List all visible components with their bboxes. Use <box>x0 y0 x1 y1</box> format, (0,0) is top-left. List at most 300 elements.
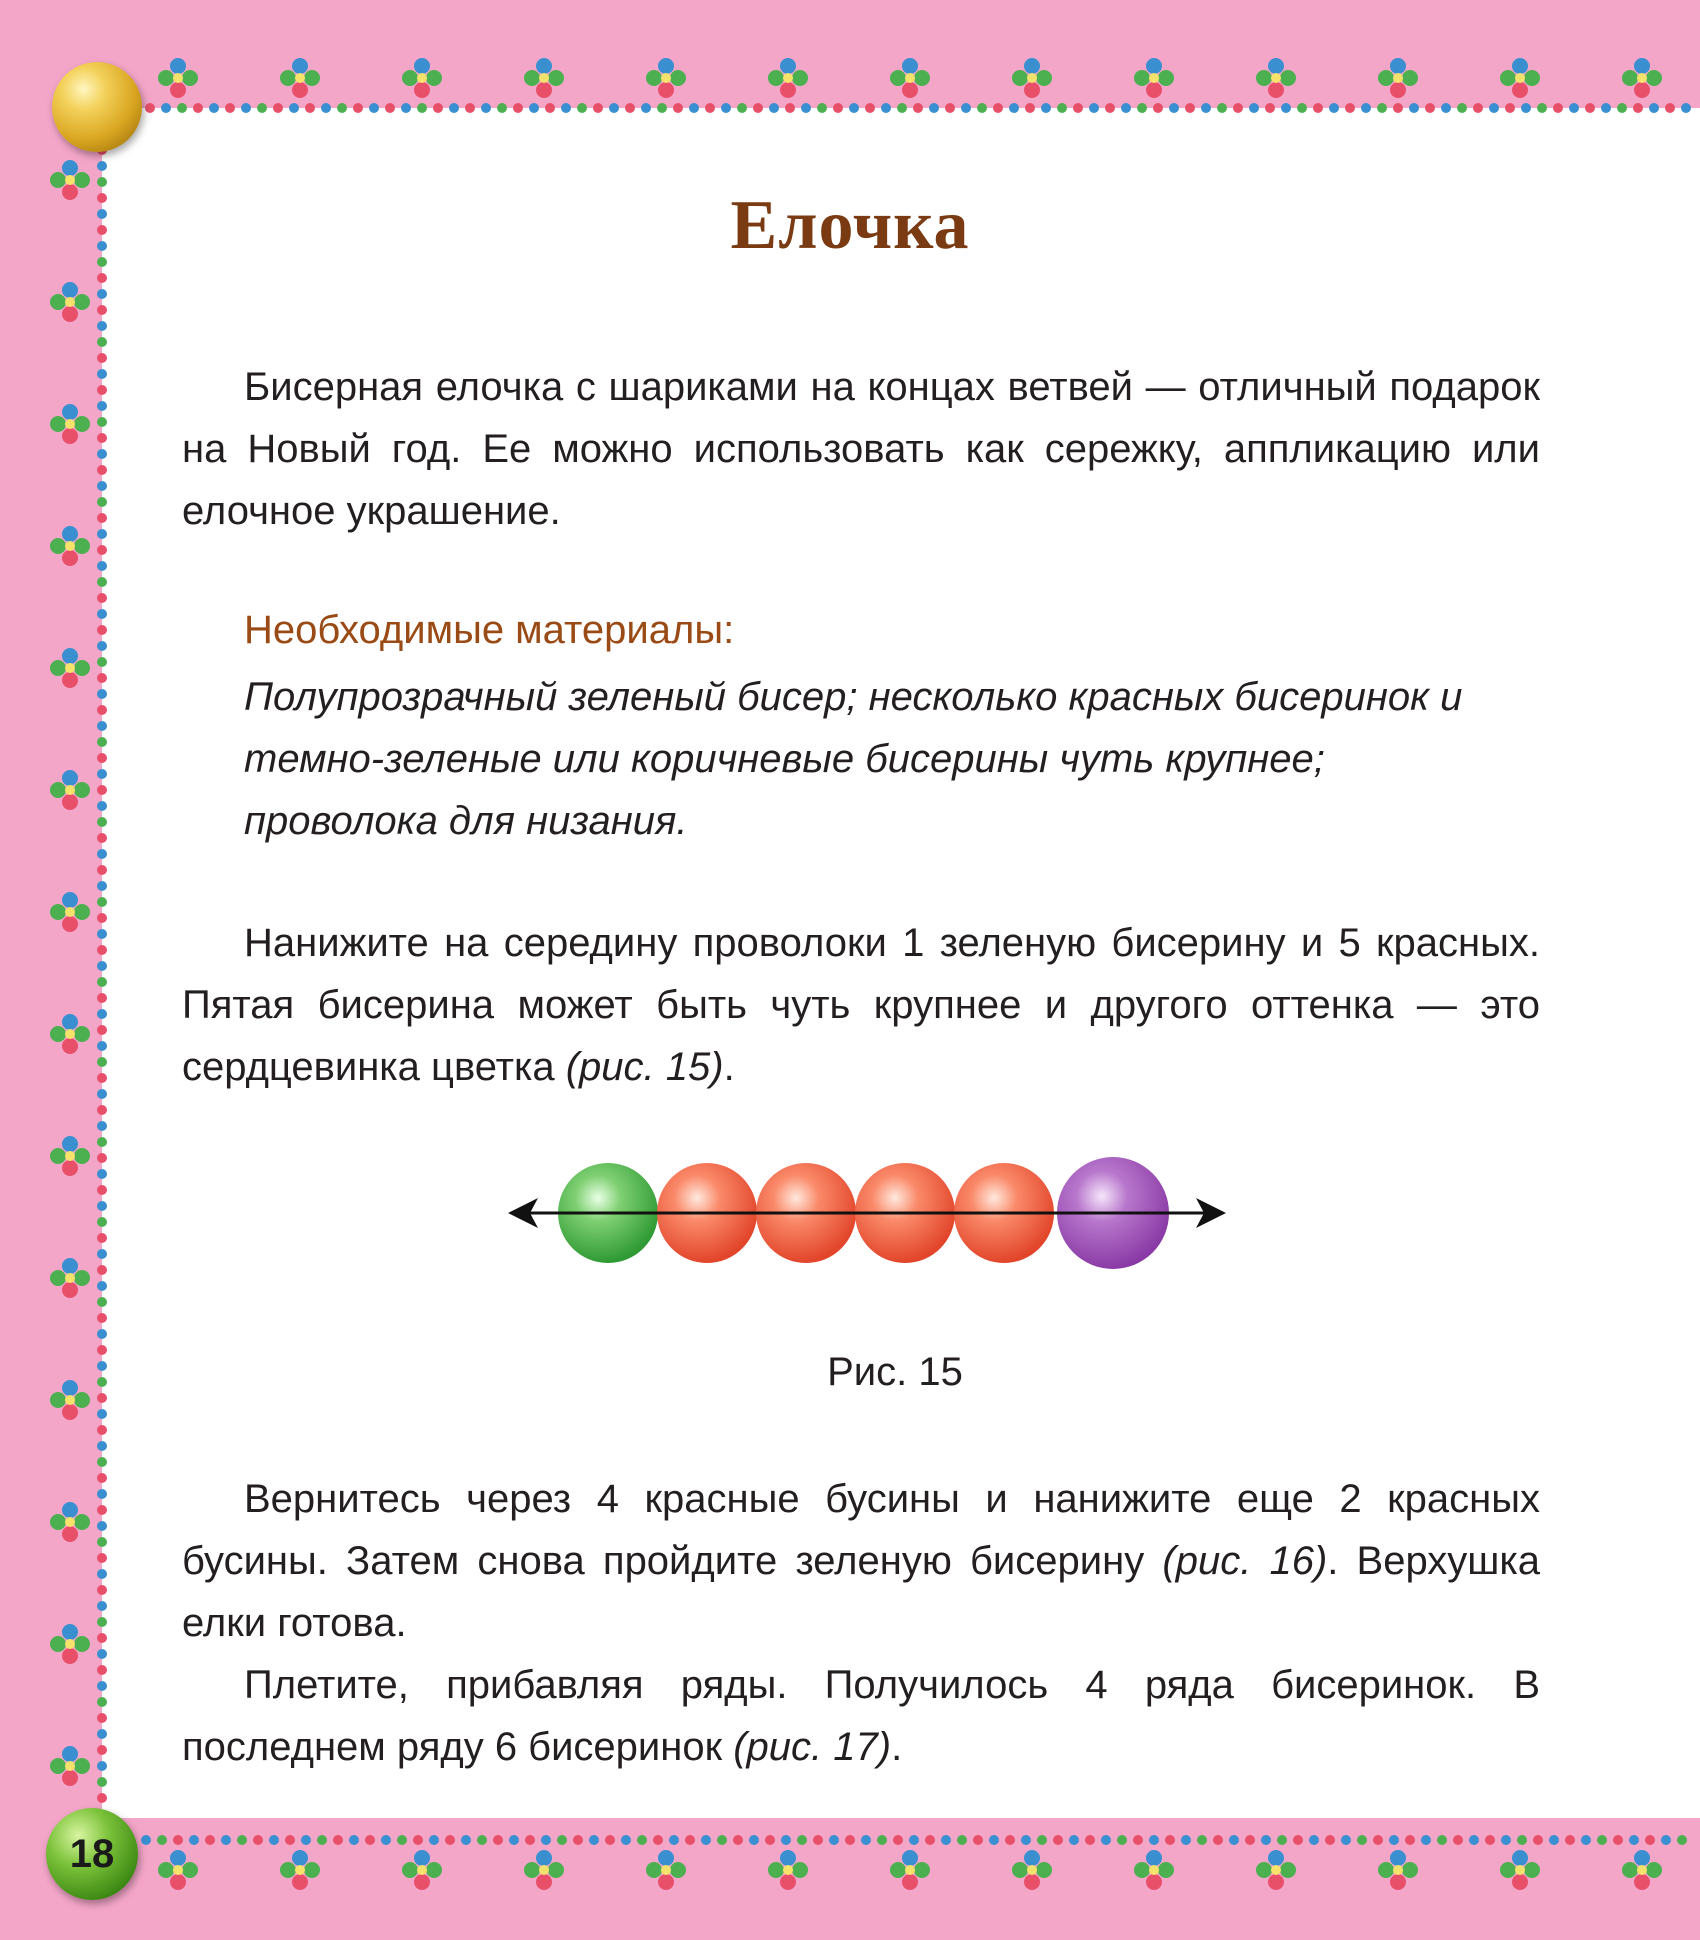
border-flower-bead <box>1158 70 1174 86</box>
border-bead <box>97 1745 107 1755</box>
border-flower-bead <box>1280 70 1296 86</box>
border-bead <box>1421 1835 1431 1845</box>
border-bead <box>433 103 443 113</box>
border-flower-bead <box>65 1517 75 1527</box>
border-flower-bead <box>1268 1874 1284 1890</box>
border-bead <box>97 689 107 699</box>
border-flower-bead <box>62 1526 78 1542</box>
border-bead <box>653 1835 663 1845</box>
border-bead <box>369 103 379 113</box>
border-flower-bead <box>1512 82 1528 98</box>
border-flower-bead <box>182 1862 198 1878</box>
border-flower-bead <box>65 785 75 795</box>
border-flower-bead <box>1271 73 1281 83</box>
border-flower-bead <box>62 672 78 688</box>
border-flower-bead <box>182 70 198 86</box>
border-bead <box>1297 103 1307 113</box>
border-bead <box>385 103 395 113</box>
border-bead <box>1601 103 1611 113</box>
border-bead <box>1117 1835 1127 1845</box>
border-bead <box>161 103 171 113</box>
border-bead <box>97 801 107 811</box>
border-flower-bead <box>62 892 78 908</box>
border-flower-bead <box>74 782 90 798</box>
border-bead <box>753 103 763 113</box>
border-bead <box>97 545 107 555</box>
border-flower-bead <box>74 294 90 310</box>
border-flower-bead <box>1027 73 1037 83</box>
border-bead <box>97 1073 107 1083</box>
border-flower-bead <box>1646 70 1662 86</box>
border-flower-bead <box>62 550 78 566</box>
step3-text: Плетите, прибавляя ряды. Получилось 4 ряда бисеринок. В последнем ряду 6 бисеринок <box>182 1663 1540 1769</box>
border-bead <box>317 1835 327 1845</box>
border-bead <box>97 1681 107 1691</box>
border-bead <box>1345 103 1355 113</box>
border-bead <box>785 103 795 113</box>
border-flower-bead <box>670 1862 686 1878</box>
border-flower-bead <box>50 416 66 432</box>
border-flower-bead <box>295 73 305 83</box>
border-flower-bead <box>170 58 186 74</box>
border-flower-bead <box>292 58 308 74</box>
border-bead <box>577 103 587 113</box>
border-flower-bead <box>780 82 796 98</box>
border-bead <box>1213 1835 1223 1845</box>
border-bead <box>97 1281 107 1291</box>
border-bead <box>801 103 811 113</box>
border-bead <box>1261 1835 1271 1845</box>
border-bead <box>97 1409 107 1419</box>
border-flower-bead <box>50 1148 66 1164</box>
border-bead <box>641 103 651 113</box>
step1-text: Нанижите на середину проволоки 1 зеленую бисерину и 5 красных. Пятая бисерина может быть чуть крупнее и другого оттенка — это сердцевинка цветка <box>182 921 1540 1089</box>
border-bead <box>957 1835 967 1845</box>
border-flower-bead <box>1402 70 1418 86</box>
border-bead <box>625 103 635 113</box>
border-bead <box>1281 103 1291 113</box>
border-bead <box>97 1121 107 1131</box>
border-bead <box>1537 103 1547 113</box>
border-flower-bead <box>62 794 78 810</box>
border-bead <box>285 1835 295 1845</box>
border-flower-bead <box>1024 1850 1040 1866</box>
border-bead <box>205 1835 215 1845</box>
border-flower-bead <box>402 1862 418 1878</box>
border-bead <box>701 1835 711 1845</box>
border-bead <box>1277 1835 1287 1845</box>
border-bead <box>1073 103 1083 113</box>
border-bead <box>97 1169 107 1179</box>
border-bead <box>829 1835 839 1845</box>
border-flower-bead <box>1024 1874 1040 1890</box>
border-flower-bead <box>905 1865 915 1875</box>
border-bead <box>97 385 107 395</box>
border-bead <box>817 103 827 113</box>
border-bead <box>545 103 555 113</box>
border-bead <box>1457 103 1467 113</box>
border-flower-bead <box>524 70 540 86</box>
border-flower-bead <box>792 70 808 86</box>
border-bead <box>1201 103 1211 113</box>
border-bead <box>605 1835 615 1845</box>
border-flower-bead <box>402 70 418 86</box>
border-bead <box>157 1835 167 1845</box>
border-flower-bead <box>1646 1862 1662 1878</box>
border-flower-bead <box>1146 58 1162 74</box>
border-flower-bead <box>62 1282 78 1298</box>
border-bead <box>1009 103 1019 113</box>
border-flower-bead <box>661 73 671 83</box>
border-flower-bead <box>62 648 78 664</box>
border-bead <box>689 103 699 113</box>
border-bead <box>333 1835 343 1845</box>
border-bead <box>1105 103 1115 113</box>
border-bead <box>513 103 523 113</box>
border-bead <box>1037 1835 1047 1845</box>
border-flower-bead <box>1634 82 1650 98</box>
step2-paragraph <box>182 1468 1540 1654</box>
border-flower-bead <box>173 73 183 83</box>
border-bead <box>237 1835 247 1845</box>
border-flower-bead <box>304 70 320 86</box>
border-flower-bead <box>1268 82 1284 98</box>
border-bead <box>97 433 107 443</box>
border-bead <box>1437 1835 1447 1845</box>
border-bead <box>1293 1835 1303 1845</box>
border-flower-bead <box>74 1636 90 1652</box>
intro-text: Бисерная елочка с шариками на концах ветвей — отличный подарок на Новый год. Ее можно использовать как сережку, аппликацию или елочное украшение. <box>182 365 1540 533</box>
border-bead <box>97 1521 107 1531</box>
border-bead <box>1265 103 1275 113</box>
border-bead <box>97 1489 107 1499</box>
border-bead <box>977 103 987 113</box>
border-bead <box>1681 103 1691 113</box>
border-bead <box>97 1537 107 1547</box>
border-flower-bead <box>295 1865 305 1875</box>
border-bead <box>1181 1835 1191 1845</box>
border-bead <box>97 929 107 939</box>
border-bead <box>1569 103 1579 113</box>
border-flower-bead <box>65 419 75 429</box>
border-flower-bead <box>914 70 930 86</box>
border-bead <box>445 1835 455 1845</box>
border-bead <box>609 103 619 113</box>
border-bead <box>765 1835 775 1845</box>
border-bead <box>1505 103 1515 113</box>
border-flower-bead <box>658 58 674 74</box>
border-flower-bead <box>414 1874 430 1890</box>
border-bead <box>1425 103 1435 113</box>
border-bead <box>97 1553 107 1563</box>
border-flower-bead <box>62 160 78 176</box>
border-flower-bead <box>536 82 552 98</box>
border-flower-bead <box>536 58 552 74</box>
border-flower-bead <box>1512 58 1528 74</box>
border-flower-bead <box>1256 1862 1272 1878</box>
border-flower-bead <box>292 1850 308 1866</box>
border-bead <box>1153 103 1163 113</box>
border-bead <box>97 977 107 987</box>
border-flower-bead <box>1390 1850 1406 1866</box>
border-bead <box>97 1665 107 1675</box>
border-bead <box>1169 103 1179 113</box>
border-flower-bead <box>1158 1862 1174 1878</box>
border-flower-bead <box>65 1151 75 1161</box>
border-bead <box>225 103 235 113</box>
border-bead <box>301 1835 311 1845</box>
border-bead <box>353 103 363 113</box>
border-bead <box>849 103 859 113</box>
border-bead <box>397 1835 407 1845</box>
border-bead <box>1585 103 1595 113</box>
border-flower-bead <box>646 70 662 86</box>
border-flower-bead <box>170 82 186 98</box>
border-flower-bead <box>539 1865 549 1875</box>
border-flower-bead <box>783 1865 793 1875</box>
border-bead <box>493 1835 503 1845</box>
border-bead <box>381 1835 391 1845</box>
border-bead <box>97 961 107 971</box>
border-flower-bead <box>158 70 174 86</box>
border-bead <box>97 1041 107 1051</box>
border-bead <box>97 1057 107 1067</box>
border-bead <box>1005 1835 1015 1845</box>
border-flower-bead <box>170 1874 186 1890</box>
border-flower-bead <box>1512 1874 1528 1890</box>
border-bead <box>685 1835 695 1845</box>
border-bead <box>97 1233 107 1243</box>
border-bead <box>1313 103 1323 113</box>
border-bead <box>669 1835 679 1845</box>
border-bead <box>1249 103 1259 113</box>
border-flower-bead <box>658 82 674 98</box>
border-bead <box>1489 103 1499 113</box>
border-bead <box>97 1713 107 1723</box>
border-bead <box>321 103 331 113</box>
border-flower-bead <box>1024 82 1040 98</box>
border-flower-bead <box>890 70 906 86</box>
border-flower-bead <box>74 1514 90 1530</box>
border-bead <box>97 673 107 683</box>
border-bead <box>97 833 107 843</box>
border-flower-bead <box>65 1029 75 1039</box>
border-bead <box>97 945 107 955</box>
border-flower-bead <box>62 1258 78 1274</box>
border-bead <box>97 1649 107 1659</box>
border-flower-bead <box>62 282 78 298</box>
page-title: Елочка <box>730 187 970 264</box>
border-bead <box>97 1329 107 1339</box>
border-bead <box>1057 103 1067 113</box>
border-bead <box>481 103 491 113</box>
border-flower-bead <box>1378 1862 1394 1878</box>
border-bead <box>209 103 219 113</box>
border-bead <box>1197 1835 1207 1845</box>
border-bead <box>97 369 107 379</box>
border-flower-bead <box>50 1636 66 1652</box>
border-bead <box>97 561 107 571</box>
border-bead <box>1121 103 1131 113</box>
border-bead <box>1393 103 1403 113</box>
border-bead <box>1101 1835 1111 1845</box>
border-bead <box>257 103 267 113</box>
border-flower-bead <box>1634 1874 1650 1890</box>
border-bead <box>541 1835 551 1845</box>
border-bead <box>97 401 107 411</box>
border-bead <box>221 1835 231 1845</box>
border-bead <box>509 1835 519 1845</box>
border-bead <box>97 465 107 475</box>
border-bead <box>97 1473 107 1483</box>
border-flower-bead <box>65 663 75 673</box>
border-bead <box>1041 103 1051 113</box>
border-bead <box>1309 1835 1319 1845</box>
border-flower-bead <box>1280 1862 1296 1878</box>
border-bead <box>705 103 715 113</box>
border-bead <box>1517 1835 1527 1845</box>
border-flower-bead <box>50 1758 66 1774</box>
border-bead <box>1217 103 1227 113</box>
border-flower-bead <box>65 1273 75 1283</box>
border-bead <box>97 641 107 651</box>
border-bead <box>1361 103 1371 113</box>
border-flower-bead <box>62 428 78 444</box>
border-bead <box>173 1835 183 1845</box>
border-flower-bead <box>1149 73 1159 83</box>
border-bead <box>497 103 507 113</box>
step2-text: Вернитесь через 4 красные бусины и нанижите еще 2 красных бусины. Затем снова пройдите зеленую бисерину <box>182 1477 1540 1583</box>
border-bead <box>637 1835 647 1845</box>
step3-end: . <box>891 1725 903 1769</box>
border-bead <box>881 103 891 113</box>
border-flower-bead <box>292 82 308 98</box>
border-flower-bead <box>50 1270 66 1286</box>
border-flower-bead <box>1271 1865 1281 1875</box>
border-flower-bead <box>65 175 75 185</box>
border-bead <box>1325 1835 1335 1845</box>
border-bead <box>97 705 107 715</box>
border-flower-bead <box>62 1160 78 1176</box>
border-bead <box>897 103 907 113</box>
border-flower-bead <box>661 1865 671 1875</box>
border-flower-bead <box>780 1874 796 1890</box>
border-bead <box>1613 1835 1623 1845</box>
border-bead <box>1357 1835 1367 1845</box>
border-flower-bead <box>1036 1862 1052 1878</box>
border-bead <box>97 593 107 603</box>
border-bead <box>97 1441 107 1451</box>
border-flower-bead <box>768 1862 784 1878</box>
border-flower-bead <box>62 1770 78 1786</box>
figure-caption: Рис. 15 <box>827 1350 963 1394</box>
border-bead <box>97 1729 107 1739</box>
border-bead <box>461 1835 471 1845</box>
border-flower-bead <box>1390 1874 1406 1890</box>
border-bead <box>877 1835 887 1845</box>
border-bead <box>145 103 155 113</box>
border-bead <box>781 1835 791 1845</box>
border-flower-bead <box>1515 73 1525 83</box>
border-bead <box>1233 103 1243 113</box>
step1-end: . <box>723 1045 735 1089</box>
border-bead <box>413 1835 423 1845</box>
border-bead <box>97 1025 107 1035</box>
border-bead <box>97 993 107 1003</box>
border-bead <box>477 1835 487 1845</box>
border-bead <box>1649 103 1659 113</box>
border-flower-bead <box>1390 58 1406 74</box>
border-bead <box>97 1585 107 1595</box>
border-flower-bead <box>74 1758 90 1774</box>
border-bead <box>1245 1835 1255 1845</box>
border-flower-bead <box>50 782 66 798</box>
border-flower-bead <box>658 1874 674 1890</box>
border-bead <box>97 321 107 331</box>
border-flower-bead <box>548 1862 564 1878</box>
border-flower-bead <box>1378 70 1394 86</box>
border-bead <box>1617 103 1627 113</box>
border-bead <box>97 513 107 523</box>
border-bead <box>97 1633 107 1643</box>
border-bead <box>993 103 1003 113</box>
border-flower-bead <box>74 1148 90 1164</box>
border-bead <box>1665 103 1675 113</box>
border-flower-bead <box>74 1026 90 1042</box>
border-flower-bead <box>50 294 66 310</box>
border-flower-bead <box>1256 70 1272 86</box>
step2-figure-ref: (рис. 16) <box>1162 1539 1328 1583</box>
border-bead <box>305 103 315 113</box>
border-flower-bead <box>417 73 427 83</box>
border-flower-bead <box>173 1865 183 1875</box>
border-flower-bead <box>62 770 78 786</box>
border-flower-bead <box>62 1502 78 1518</box>
border-bead <box>97 1761 107 1771</box>
border-flower-bead <box>65 1395 75 1405</box>
border-flower-bead <box>50 538 66 554</box>
border-flower-bead <box>414 58 430 74</box>
border-bead <box>97 353 107 363</box>
border-bead <box>945 103 955 113</box>
border-bead <box>97 1793 107 1803</box>
border-flower-bead <box>1524 70 1540 86</box>
border-flower-bead <box>62 1624 78 1640</box>
page-number-badge <box>46 1808 138 1900</box>
border-flower-bead <box>792 1862 808 1878</box>
border-bead <box>1133 1835 1143 1845</box>
border-bead <box>97 1185 107 1195</box>
border-bead <box>1521 103 1531 113</box>
border-flower-bead <box>1149 1865 1159 1875</box>
border-flower-bead <box>62 306 78 322</box>
border-flower-bead <box>65 1761 75 1771</box>
border-bead <box>97 1617 107 1627</box>
border-bead <box>1549 1835 1559 1845</box>
border-flower-bead <box>1500 70 1516 86</box>
border-flower-bead <box>1402 1862 1418 1878</box>
border-flower-bead <box>74 416 90 432</box>
border-bead <box>349 1835 359 1845</box>
border-bead <box>97 1777 107 1787</box>
border-flower-bead <box>62 1404 78 1420</box>
border-bead <box>557 1835 567 1845</box>
border-bead <box>97 577 107 587</box>
border-flower-bead <box>65 907 75 917</box>
border-bead <box>269 1835 279 1845</box>
border-bead <box>1473 103 1483 113</box>
border-bead <box>1389 1835 1399 1845</box>
